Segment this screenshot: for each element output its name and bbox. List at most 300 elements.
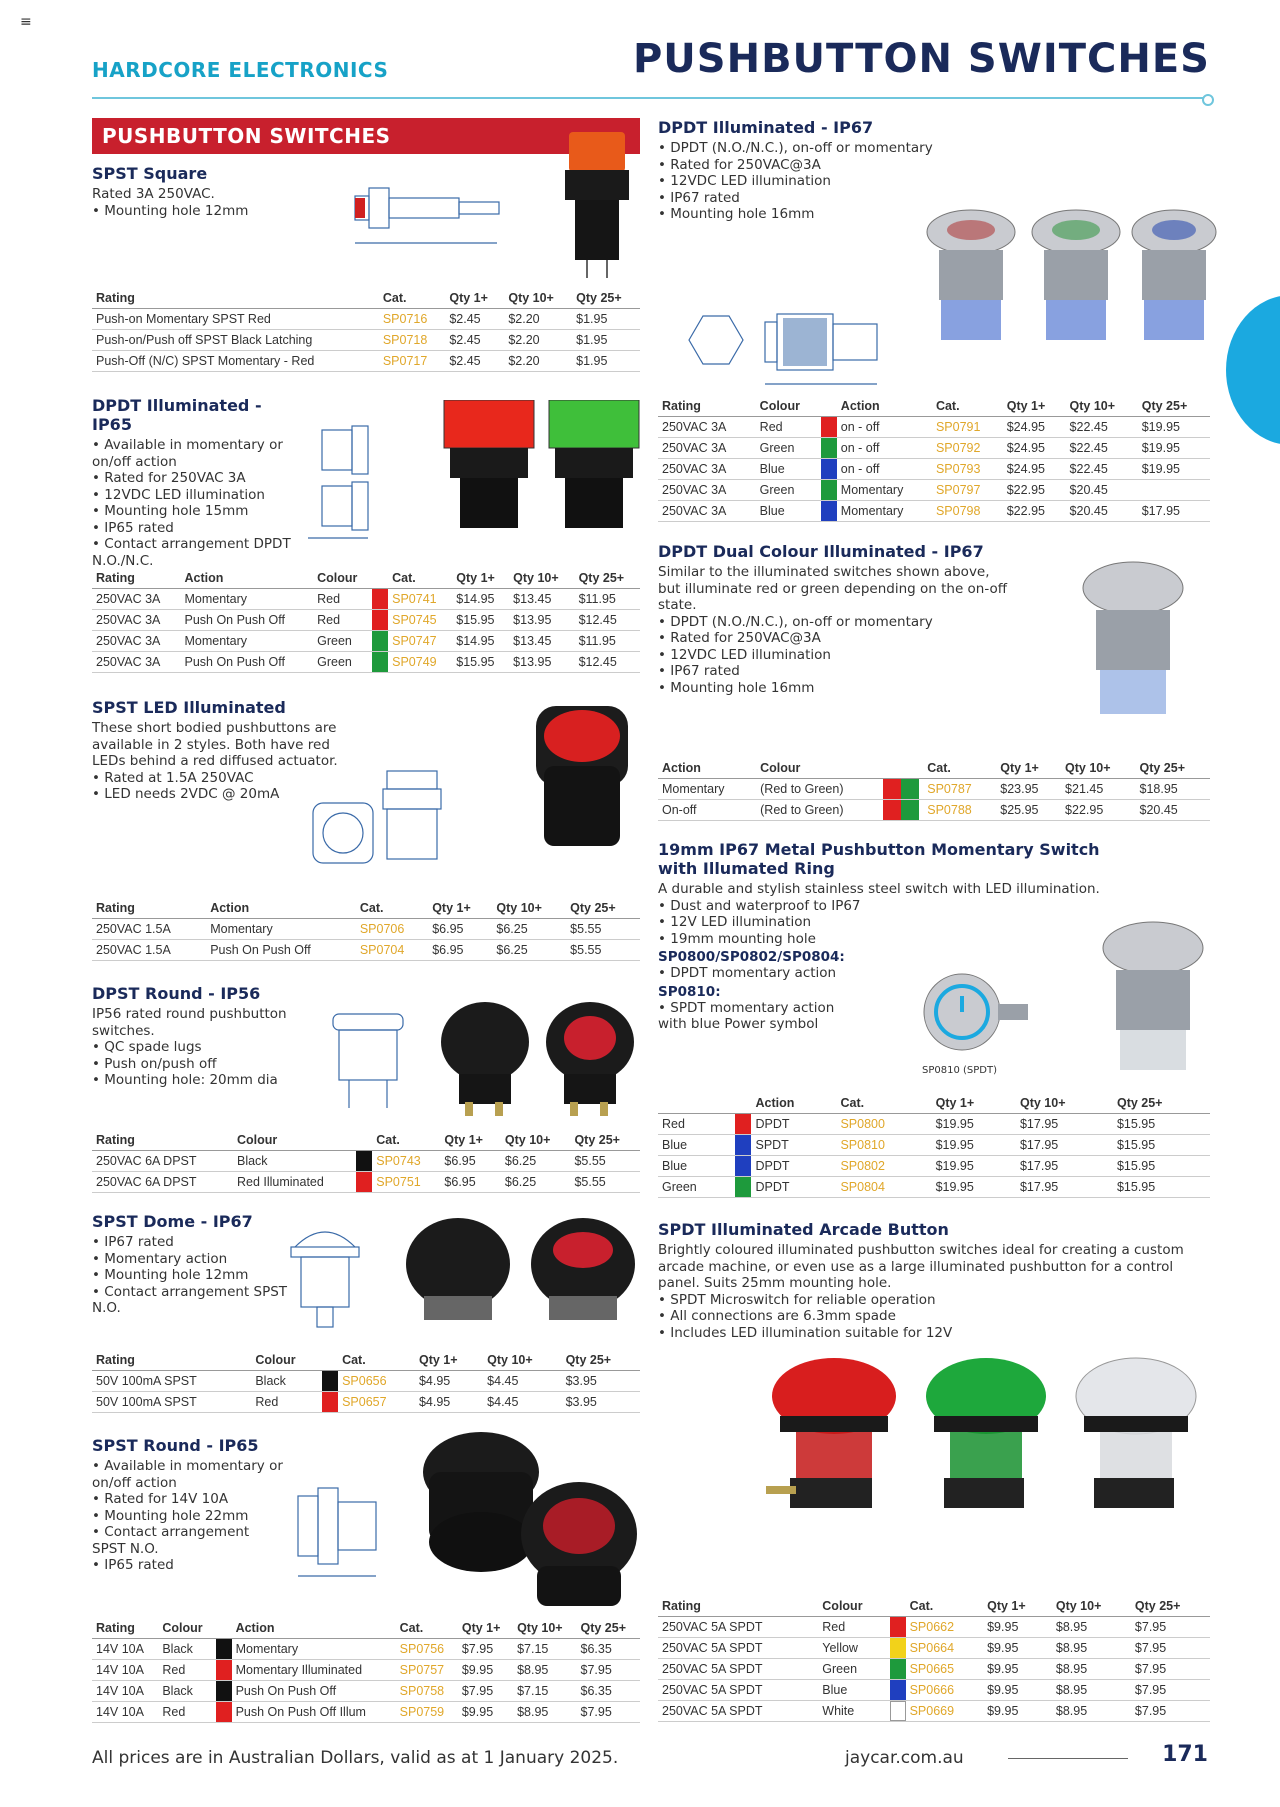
cell-colour: Red Illuminated <box>233 1172 356 1193</box>
cell-cat: SP0657 <box>338 1392 415 1413</box>
cell-colour: Blue <box>658 1156 735 1177</box>
col-header: Colour <box>818 1596 889 1617</box>
bullet-item: • Mounting hole 16mm <box>658 680 1008 697</box>
table-row <box>92 610 640 631</box>
cell-action: Push On Push Off <box>232 1681 396 1702</box>
bullet-item: • 19mm mounting hole <box>658 931 1138 948</box>
cell-q1: $9.95 <box>983 1638 1052 1659</box>
cell-action: Momentary <box>837 501 932 522</box>
colour-swatch <box>883 779 923 800</box>
cell-cat: SP0800 <box>836 1114 931 1135</box>
table-row <box>92 1392 640 1413</box>
left-column <box>92 118 640 1738</box>
table-row <box>92 351 640 372</box>
bullet-item: • LED needs 2VDC @ 20mA <box>92 786 357 803</box>
col-header: Rating <box>92 1618 158 1639</box>
col-header: Qty 1+ <box>996 758 1061 779</box>
cell-q1: $2.45 <box>445 330 504 351</box>
cell-colour: Green <box>756 480 821 501</box>
bullet-list <box>92 203 352 220</box>
cell-rating: 14V 10A <box>92 1660 158 1681</box>
col-header <box>372 568 388 589</box>
section-title: SPST Square <box>92 164 208 183</box>
dpdt-dual-table <box>658 758 1210 821</box>
bullet-list <box>658 1292 1210 1342</box>
dpdt-ip67-table <box>658 396 1210 522</box>
bullet-item: • Available in momentary or on/off action <box>92 437 302 470</box>
cell-q10: $22.95 <box>1061 800 1135 821</box>
colour-swatch <box>890 1638 906 1659</box>
cell-rating: 250VAC 3A <box>658 438 756 459</box>
metal-photo-caption: SP0810 (SPDT) <box>922 1065 997 1076</box>
cell-q1: $24.95 <box>1003 417 1066 438</box>
cell-q1: $2.45 <box>445 351 504 372</box>
colour-swatch <box>735 1114 751 1135</box>
cell-q1: $14.95 <box>452 589 509 610</box>
cell-q10: $4.45 <box>483 1392 561 1413</box>
table-row <box>92 1702 640 1723</box>
cell-rating: 14V 10A <box>92 1681 158 1702</box>
cell-colour: Blue <box>658 1135 735 1156</box>
cell-colour: Red <box>158 1702 215 1723</box>
cell-cat: SP0704 <box>356 940 428 961</box>
col-header: Rating <box>658 396 756 417</box>
col-header: Qty 1+ <box>440 1130 500 1151</box>
table-row <box>92 330 640 351</box>
cell-cat: SP0745 <box>388 610 452 631</box>
col-header: Qty 10+ <box>513 1618 576 1639</box>
bullet-item: • Mounting hole 12mm <box>92 203 352 220</box>
cell-q1: $7.95 <box>458 1639 513 1660</box>
cell-rating: 250VAC 3A <box>92 589 180 610</box>
bullet-list <box>658 140 958 223</box>
col-header: Action <box>206 898 356 919</box>
col-header: Cat. <box>396 1618 458 1639</box>
cell-colour: Black <box>158 1639 215 1660</box>
col-header: Cat. <box>932 396 1003 417</box>
cell-q25: $1.95 <box>572 309 640 330</box>
colour-swatch <box>216 1660 232 1681</box>
arcade-section <box>658 1220 1210 1341</box>
col-header: Qty 1+ <box>932 1093 1016 1114</box>
col-header: Cat. <box>338 1350 415 1371</box>
cell-q1: $9.95 <box>983 1659 1052 1680</box>
col-header: Action <box>658 758 756 779</box>
col-header: Cat. <box>906 1596 984 1617</box>
cell-colour: Black <box>233 1151 356 1172</box>
table-row <box>92 1681 640 1702</box>
bullet-item: • 12VDC LED illumination <box>92 487 302 504</box>
menu-icon[interactable]: ≡ <box>20 14 32 30</box>
col-header: Rating <box>658 1596 818 1617</box>
cell-rating: 250VAC 5A SPDT <box>658 1617 818 1638</box>
cell-cat: SP0662 <box>906 1617 984 1638</box>
arcade-table <box>658 1596 1210 1722</box>
cell-q25: $19.95 <box>1138 438 1210 459</box>
dpdt-ip65-section <box>92 396 302 569</box>
cell-q25: $12.45 <box>575 652 640 673</box>
cell-q1: $24.95 <box>1003 459 1066 480</box>
bullet-item: • Rated for 250VAC@3A <box>658 630 1008 647</box>
dpdt-ip65-table <box>92 568 640 673</box>
cell-rating: 250VAC 5A SPDT <box>658 1638 818 1659</box>
col-header <box>322 1350 338 1371</box>
cell-q25: $6.35 <box>577 1639 641 1660</box>
dpdt-dual-photo <box>1078 558 1188 733</box>
cell-rating: 250VAC 3A <box>92 610 180 631</box>
dpdt-ip65-diagram <box>302 416 397 546</box>
cell-q10: $13.95 <box>509 652 574 673</box>
colour-swatch <box>356 1151 372 1172</box>
subheading: SP0810: <box>658 983 721 1000</box>
col-header: Colour <box>251 1350 322 1371</box>
dpst-ip56-diagram <box>317 998 422 1118</box>
cell-rating: Push-on Momentary SPST Red <box>92 309 379 330</box>
bullet-item: • IP67 rated <box>658 663 1008 680</box>
bullet-list <box>92 1039 312 1089</box>
colour-swatch <box>890 1680 906 1701</box>
cell-action: Momentary <box>658 779 756 800</box>
cell-action: Momentary <box>180 631 313 652</box>
table-row <box>92 589 640 610</box>
footer-link[interactable]: jaycar.com.au <box>845 1748 964 1768</box>
cell-q25: $7.95 <box>1131 1680 1210 1701</box>
colour-swatch <box>322 1392 338 1413</box>
cell-q10: $8.95 <box>513 1702 576 1723</box>
cell-q25: $7.95 <box>1131 1617 1210 1638</box>
col-header: Colour <box>158 1618 215 1639</box>
col-header <box>356 1130 372 1151</box>
cell-q25: $11.95 <box>575 589 640 610</box>
cell-action: Momentary <box>837 480 932 501</box>
table-row <box>92 1371 640 1392</box>
section-desc: Similar to the illuminated switches shown above, but illuminate red or green depending on the on-off state. <box>658 564 1008 613</box>
cell-q25: $15.95 <box>1113 1114 1210 1135</box>
dpst-ip56-section <box>92 984 312 1089</box>
bullet-item: • 12V LED illumination <box>658 914 1138 931</box>
cell-action: Push On Push Off <box>206 940 356 961</box>
col-header <box>735 1093 751 1114</box>
cell-q1: $19.95 <box>932 1156 1016 1177</box>
col-header <box>890 1596 906 1617</box>
cell-rating: Push-on/Push off SPST Black Latching <box>92 330 379 351</box>
bullet-list <box>658 898 1138 948</box>
cell-rating: 250VAC 3A <box>92 652 180 673</box>
cell-q1: $19.95 <box>932 1114 1016 1135</box>
col-header: Qty 1+ <box>415 1350 483 1371</box>
col-header: Qty 10+ <box>1066 396 1138 417</box>
cell-colour: (Red to Green) <box>756 779 883 800</box>
spst-dome-diagram <box>277 1213 377 1338</box>
colour-swatch <box>821 480 837 501</box>
cell-cat: SP0656 <box>338 1371 415 1392</box>
col-header: Rating <box>92 898 206 919</box>
cell-q25: $7.95 <box>1131 1638 1210 1659</box>
col-header: Action <box>232 1618 396 1639</box>
col-header: Cat. <box>372 1130 440 1151</box>
cell-cat: SP0743 <box>372 1151 440 1172</box>
cell-action: on - off <box>837 459 932 480</box>
colour-swatch <box>890 1701 906 1722</box>
spst-led-diagram <box>307 753 452 883</box>
cell-q25: $15.95 <box>1113 1156 1210 1177</box>
cell-cat: SP0797 <box>932 480 1003 501</box>
col-header: Colour <box>313 568 372 589</box>
page-tab-marker <box>1226 295 1280 445</box>
table-row <box>658 1701 1210 1722</box>
cell-q1: $4.95 <box>415 1371 483 1392</box>
cell-cat: SP0749 <box>388 652 452 673</box>
cell-q1: $19.95 <box>932 1177 1016 1198</box>
cell-q1: $6.95 <box>440 1172 500 1193</box>
cell-q25 <box>1138 480 1210 501</box>
cell-rating: 250VAC 5A SPDT <box>658 1659 818 1680</box>
cell-action: on - off <box>837 438 932 459</box>
col-header: Colour <box>756 758 883 779</box>
col-header: Qty 25+ <box>577 1618 641 1639</box>
metal-spdt-photo <box>920 966 1030 1056</box>
cell-q10: $6.25 <box>501 1151 571 1172</box>
cell-q25: $11.95 <box>575 631 640 652</box>
bullet-item: • Contact arrangement DPDT N.O./N.C. <box>92 536 302 569</box>
section-desc: Rated 3A 250VAC. <box>92 186 215 202</box>
cell-colour: Blue <box>818 1680 889 1701</box>
cell-rating: 250VAC 3A <box>92 631 180 652</box>
bullet-item: • SPDT Microswitch for reliable operation <box>658 1292 1210 1309</box>
cell-q10: $13.45 <box>509 589 574 610</box>
cell-action: Push On Push Off Illum <box>232 1702 396 1723</box>
cell-rating: 250VAC 3A <box>658 501 756 522</box>
cell-q25: $7.95 <box>1131 1659 1210 1680</box>
dpst-ip56-table <box>92 1130 640 1193</box>
cell-q10: $13.45 <box>509 631 574 652</box>
cell-rating: 250VAC 3A <box>658 417 756 438</box>
cell-action: on - off <box>837 417 932 438</box>
spst-square-section <box>92 164 352 219</box>
col-header: Qty 25+ <box>566 898 640 919</box>
cell-rating: 250VAC 3A <box>658 480 756 501</box>
section-title: DPDT Illuminated - IP65 <box>92 396 262 434</box>
cell-action: On-off <box>658 800 756 821</box>
col-header: Qty 25+ <box>1136 758 1211 779</box>
cell-cat: SP0751 <box>372 1172 440 1193</box>
col-header: Qty 1+ <box>1003 396 1066 417</box>
cell-q1: $19.95 <box>932 1135 1016 1156</box>
colour-swatch <box>216 1639 232 1660</box>
cell-cat: SP0666 <box>906 1680 984 1701</box>
table-row <box>92 919 640 940</box>
table-row <box>92 1151 640 1172</box>
cell-q10: $6.25 <box>492 919 566 940</box>
col-header: Qty 10+ <box>509 568 574 589</box>
spst-dome-red-photo <box>527 1214 639 1336</box>
spst-square-photo <box>557 130 637 280</box>
col-header: Qty 25+ <box>1138 396 1210 417</box>
cell-colour: White <box>818 1701 889 1722</box>
col-header: Rating <box>92 1130 233 1151</box>
cell-cat: SP0788 <box>923 800 996 821</box>
bullet-item: • Contact arrangement SPST N.O. <box>92 1524 287 1557</box>
cell-q25: $5.55 <box>566 919 640 940</box>
cell-q10: $17.95 <box>1016 1135 1113 1156</box>
cell-q25: $3.95 <box>562 1371 640 1392</box>
cell-q10: $4.45 <box>483 1371 561 1392</box>
cell-q10: $22.45 <box>1066 417 1138 438</box>
cell-q25: $17.95 <box>1138 501 1210 522</box>
spst-led-photo <box>522 696 637 856</box>
bullet-item: • IP65 rated <box>92 520 302 537</box>
col-header: Cat. <box>379 288 446 309</box>
metal-dpdt-photo <box>1098 918 1208 1083</box>
cell-action: DPDT <box>751 1177 836 1198</box>
cell-q1: $9.95 <box>983 1680 1052 1701</box>
cell-cat: SP0665 <box>906 1659 984 1680</box>
cell-q1: $22.95 <box>1003 480 1066 501</box>
dpdt-ip67-diagram <box>683 288 893 398</box>
cell-cat: SP0757 <box>396 1660 458 1681</box>
colour-swatch <box>821 459 837 480</box>
col-header: Qty 10+ <box>492 898 566 919</box>
cell-cat: SP0787 <box>923 779 996 800</box>
cell-colour: Red <box>313 610 372 631</box>
cell-action: Push On Push Off <box>180 610 313 631</box>
col-header: Qty 1+ <box>458 1618 513 1639</box>
dpdt-ip67-section <box>658 118 958 223</box>
cell-colour: Yellow <box>818 1638 889 1659</box>
arcade-red-photo <box>756 1356 906 1521</box>
bullet-item: • Push on/push off <box>92 1056 312 1073</box>
col-header: Cat. <box>356 898 428 919</box>
cell-action: Push On Push Off <box>180 652 313 673</box>
table-row <box>658 1177 1210 1198</box>
spst-square-diagram <box>347 168 527 258</box>
table-row <box>92 1639 640 1660</box>
cell-q1: $9.95 <box>458 1660 513 1681</box>
cell-q10: $20.45 <box>1066 480 1138 501</box>
section-title: 19mm IP67 Metal Pushbutton Momentary Switch with Illumated Ring <box>658 840 1100 878</box>
bullet-item: • Rated for 250VAC@3A <box>658 157 958 174</box>
spst-round-table <box>92 1618 640 1723</box>
cell-rating: Push-Off (N/C) SPST Momentary - Red <box>92 351 379 372</box>
cell-q10: $22.45 <box>1066 438 1138 459</box>
spst-dome-black-photo <box>402 1214 514 1336</box>
bullet-item: • DPDT (N.O./N.C.), on-off or momentary <box>658 140 958 157</box>
col-header: Qty 1+ <box>445 288 504 309</box>
bullet-item: • Rated for 250VAC 3A <box>92 470 302 487</box>
bullet-item: • Rated at 1.5A 250VAC <box>92 770 357 787</box>
cell-q25: $5.55 <box>570 1151 640 1172</box>
cell-colour: Green <box>818 1659 889 1680</box>
col-header: Qty 25+ <box>570 1130 640 1151</box>
cell-colour: Green <box>658 1177 735 1198</box>
cell-q25: $1.95 <box>572 330 640 351</box>
cell-q25: $6.35 <box>577 1681 641 1702</box>
cell-rating: 50V 100mA SPST <box>92 1392 251 1413</box>
colour-swatch <box>890 1617 906 1638</box>
bullet-list <box>92 1234 292 1317</box>
cell-cat: SP0669 <box>906 1701 984 1722</box>
section-title: SPDT Illuminated Arcade Button <box>658 1220 949 1239</box>
col-header: Qty 10+ <box>1052 1596 1131 1617</box>
table-row <box>658 1638 1210 1659</box>
colour-swatch <box>735 1135 751 1156</box>
cell-cat: SP0664 <box>906 1638 984 1659</box>
cell-cat: SP0718 <box>379 330 446 351</box>
colour-swatch <box>735 1156 751 1177</box>
cell-q1: $9.95 <box>458 1702 513 1723</box>
cell-q25: $7.95 <box>1131 1701 1210 1722</box>
cell-rating: 250VAC 1.5A <box>92 940 206 961</box>
table-row <box>92 940 640 961</box>
bullet-item: • IP67 rated <box>658 190 958 207</box>
cell-cat: SP0792 <box>932 438 1003 459</box>
cell-cat: SP0706 <box>356 919 428 940</box>
cell-q10: $8.95 <box>1052 1680 1131 1701</box>
section-desc: IP56 rated round pushbutton switches. <box>92 1006 287 1039</box>
col-header: Qty 25+ <box>575 568 640 589</box>
col-header: Rating <box>92 288 379 309</box>
arcade-green-photo <box>916 1356 1056 1521</box>
cell-q25: $7.95 <box>577 1660 641 1681</box>
cell-rating: 250VAC 5A SPDT <box>658 1701 818 1722</box>
col-header: Colour <box>756 396 821 417</box>
table-row <box>92 1172 640 1193</box>
cell-q10: $17.95 <box>1016 1156 1113 1177</box>
col-header: Qty 10+ <box>1016 1093 1113 1114</box>
table-row <box>658 1156 1210 1177</box>
col-header: Qty 1+ <box>428 898 492 919</box>
colour-swatch <box>216 1681 232 1702</box>
cell-colour: Green <box>313 652 372 673</box>
bullet-item: • Rated for 14V 10A <box>92 1491 287 1508</box>
section-title: SPST Dome - IP67 <box>92 1212 253 1231</box>
col-header: Qty 10+ <box>501 1130 571 1151</box>
cell-q1: $23.95 <box>996 779 1061 800</box>
cell-q25: $20.45 <box>1136 800 1211 821</box>
page-title: PUSHBUTTON SWITCHES <box>632 36 1210 82</box>
cell-q25: $7.95 <box>577 1702 641 1723</box>
table-row <box>658 459 1210 480</box>
bullet-item: • Dust and waterproof to IP67 <box>658 898 1138 915</box>
colour-swatch <box>372 631 388 652</box>
col-header: Colour <box>233 1130 356 1151</box>
bullet-item: • All connections are 6.3mm spade <box>658 1308 1210 1325</box>
subheading: SP0800/SP0802/SP0804: <box>658 949 845 965</box>
section-desc: These short bodied pushbuttons are available in 2 styles. Both have red LEDs behind a red diffused actuator. <box>92 720 338 769</box>
cell-colour: Black <box>158 1681 215 1702</box>
arcade-white-photo <box>1066 1356 1206 1521</box>
cell-rating: 50V 100mA SPST <box>92 1371 251 1392</box>
cell-q10: $20.45 <box>1066 501 1138 522</box>
bullet-item: • Mounting hole 15mm <box>92 503 302 520</box>
cell-cat: SP0756 <box>396 1639 458 1660</box>
cell-colour: Red <box>251 1392 322 1413</box>
cell-action: DPDT <box>751 1114 836 1135</box>
section-title: DPST Round - IP56 <box>92 984 261 1003</box>
section-title: SPST Round - IP65 <box>92 1436 259 1455</box>
bullet-item: • DPDT momentary action <box>658 965 858 982</box>
section-desc: A durable and stylish stainless steel switch with LED illumination. <box>658 881 1100 897</box>
table-row <box>92 631 640 652</box>
cell-action: Momentary Illuminated <box>232 1660 396 1681</box>
cell-q1: $6.95 <box>428 940 492 961</box>
cell-q10: $22.45 <box>1066 459 1138 480</box>
table-row <box>92 309 640 330</box>
cell-cat: SP0716 <box>379 309 446 330</box>
cell-colour: Blue <box>756 501 821 522</box>
cell-q1: $14.95 <box>452 631 509 652</box>
bullet-item: • DPDT (N.O./N.C.), on-off or momentary <box>658 614 1008 631</box>
